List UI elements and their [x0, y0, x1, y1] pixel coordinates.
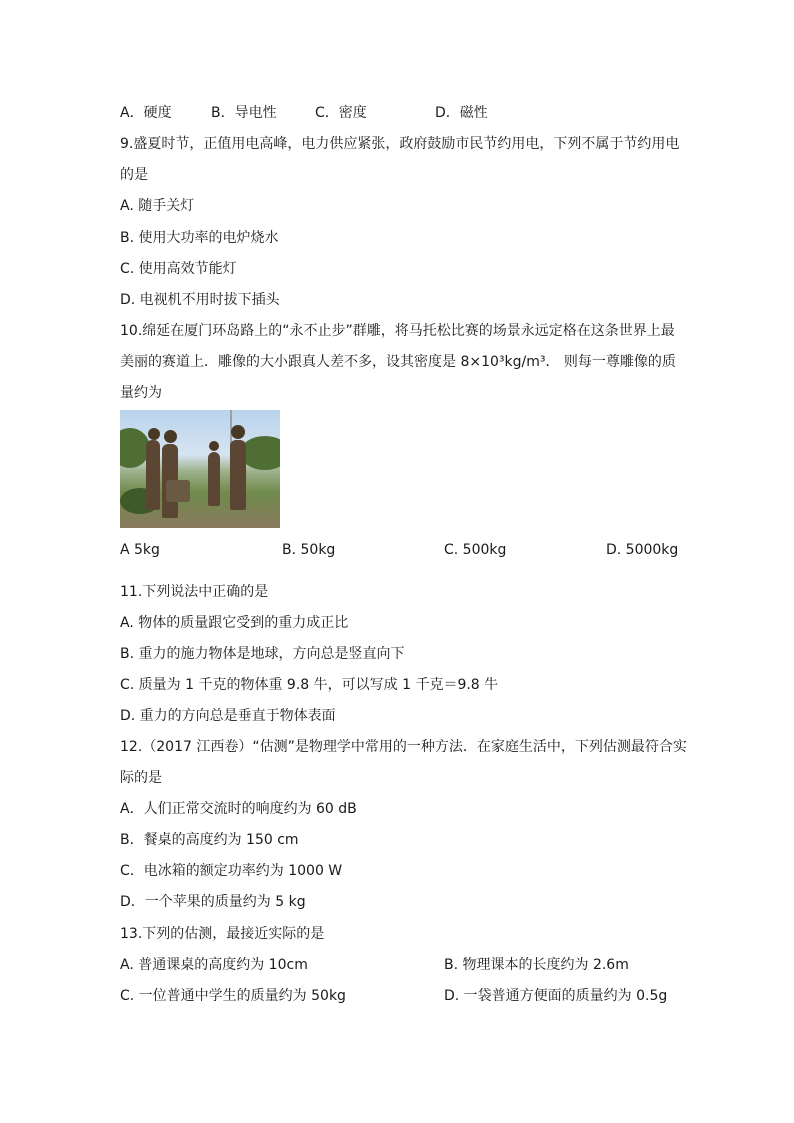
q9-stem-line2: 的是 — [120, 167, 148, 183]
q13-stem: 13.下列的估测，最接近实际的是 — [120, 926, 325, 942]
q13-option-c: C. 一位普通中学生的质量约为 50kg — [120, 988, 346, 1004]
q13-option-d: D. 一袋普通方便面的质量约为 0.5g — [444, 988, 668, 1004]
q9-option-a: A. 随手关灯 — [120, 198, 195, 214]
q10-option-a: A 5kg — [120, 542, 160, 558]
q10-stem-line3: 量约为 — [120, 385, 162, 401]
q11-stem: 11.下列说法中正确的是 — [120, 584, 269, 600]
q8-option-d: D．磁性 — [435, 105, 488, 121]
q10-option-c: C. 500kg — [444, 542, 507, 558]
q12-option-a: A．人们正常交流时的响度约为 60 dB — [120, 801, 357, 817]
q12-option-c: C．电冰箱的额定功率约为 1000 W — [120, 863, 343, 879]
q11-option-d: D. 重力的方向总是垂直于物体表面 — [120, 708, 336, 724]
q12-stem-line1: 12.（2017 江西卷）“估测”是物理学中常用的一种方法．在家庭生活中，下列估测最符合实 — [120, 739, 687, 755]
q11-option-a: A. 物体的质量跟它受到的重力成正比 — [120, 615, 349, 631]
q9-stem-line1: 9.盛夏时节，正值用电高峰，电力供应紧张，政府鼓励市民节约用电，下列不属于节约用电 — [120, 136, 680, 152]
q9-option-d: D. 电视机不用时拔下插头 — [120, 292, 280, 308]
q9-option-c: C. 使用高效节能灯 — [120, 261, 237, 277]
q13-option-a: A. 普通课桌的高度约为 10cm — [120, 957, 308, 973]
q10-option-d: D. 5000kg — [606, 542, 679, 558]
sculpture-photo — [120, 410, 280, 528]
q8-option-b: B．导电性 — [211, 105, 277, 121]
q11-option-c: C. 质量为 1 千克的物体重 9.8 牛，可以写成 1 千克＝9.8 牛 — [120, 677, 499, 693]
q13-option-b: B. 物理课本的长度约为 2.6m — [444, 957, 629, 973]
q10-stem-line2: 美丽的赛道上．雕像的大小跟真人差不多，设其密度是 8×10³kg/m³． 则每一尊雕像的质 — [120, 354, 676, 370]
q8-option-a: A．硬度 — [120, 105, 172, 121]
q10-option-b: B. 50kg — [282, 542, 336, 558]
q12-stem-line2: 际的是 — [120, 770, 162, 786]
q12-option-b: B．餐桌的高度约为 150 cm — [120, 832, 299, 848]
q12-option-d: D．一个苹果的质量约为 5 kg — [120, 894, 306, 910]
q11-option-b: B. 重力的施力物体是地球，方向总是竖直向下 — [120, 646, 405, 662]
q9-option-b: B. 使用大功率的电炉烧水 — [120, 230, 279, 246]
q10-stem-line1: 10.绵延在厦门环岛路上的“永不止步”群雕，将马托松比赛的场景永远定格在这条世界上最 — [120, 323, 675, 339]
q8-option-c: C．密度 — [315, 105, 367, 121]
